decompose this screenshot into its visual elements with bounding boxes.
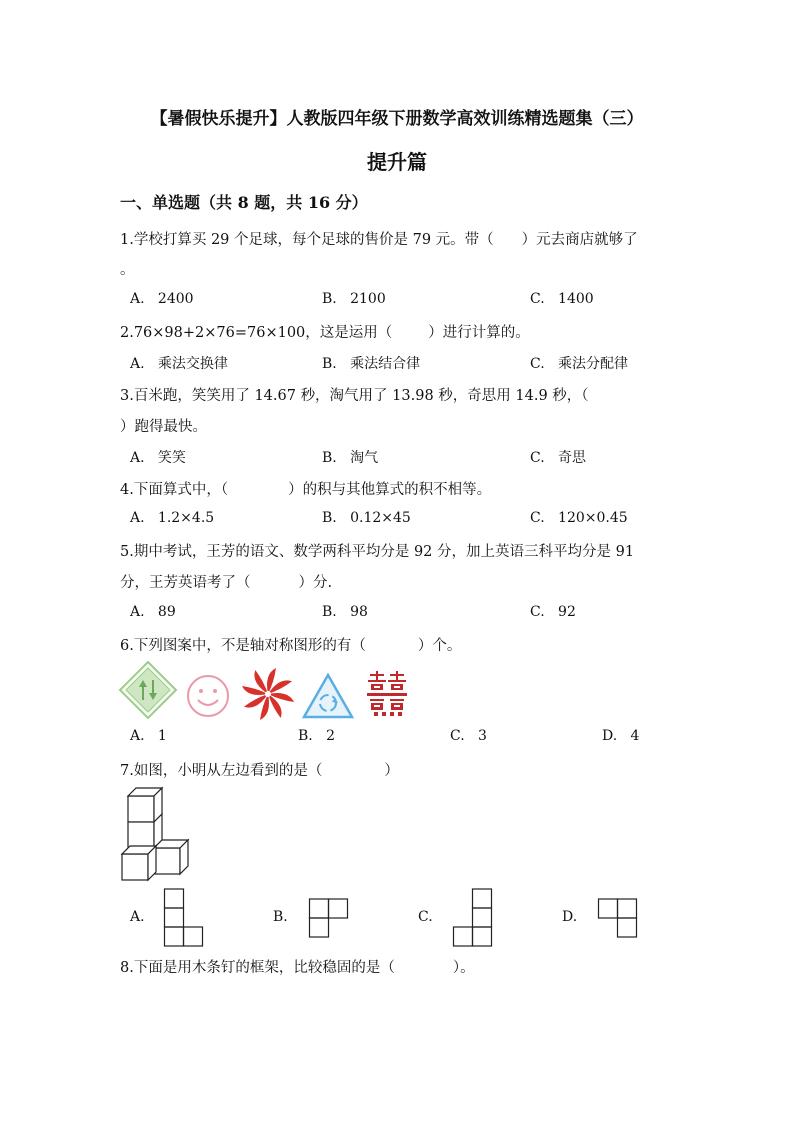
- question-5-option-c[interactable]: C. 92: [530, 604, 576, 620]
- question-5-option-a[interactable]: A. 89: [130, 604, 176, 620]
- question-7-option-c[interactable]: C.: [418, 909, 433, 925]
- question-3-stem-cont: ）跑得最快。: [120, 419, 207, 435]
- question-2-option-c[interactable]: C. 乘法分配律: [530, 356, 629, 372]
- question-3-option-b[interactable]: B. 淘气: [322, 450, 379, 466]
- smiley-icon: [186, 674, 230, 718]
- question-1-option-c[interactable]: C. 1400: [530, 291, 594, 307]
- pinwheel-icon: [240, 666, 296, 722]
- question-6-option-b[interactable]: B. 2: [298, 728, 336, 744]
- question-4-option-b[interactable]: B. 0.12×45: [322, 510, 411, 526]
- question-3-option-a[interactable]: A. 笑笑: [130, 450, 186, 466]
- question-7-stem: 7.如图，小明从左边看到的是（ ）: [120, 763, 399, 779]
- question-7-option-b[interactable]: B.: [273, 909, 288, 925]
- question-6-stem: 6.下列图案中，不是轴对称图形的有（ ）个。: [120, 638, 462, 654]
- double-happiness-icon: [366, 670, 408, 718]
- question-2-option-a[interactable]: A. 乘法交换律: [130, 356, 228, 372]
- question-1-stem-cont: 。: [120, 262, 135, 278]
- page-subtitle: 提升篇: [367, 150, 427, 174]
- recycle-triangle-icon: [302, 672, 354, 720]
- page-title: 【暑假快乐提升】人教版四年级下册数学高效训练精选题集（三）: [150, 109, 644, 129]
- question-7-option-b-figure[interactable]: [309, 898, 349, 940]
- question-1-stem: 1.学校打算买 29 个足球，每个足球的售价是 79 元。带（ ）元去商店就够了: [120, 232, 638, 248]
- question-6-option-c[interactable]: C. 3: [450, 728, 487, 744]
- question-4-stem: 4.下面算式中，（ ）的积与其他算式的积不相等。: [120, 482, 492, 498]
- question-5-option-b[interactable]: B. 98: [322, 604, 368, 620]
- section-heading: 一、单选题（共 8 题，共 16 分）: [120, 193, 368, 212]
- question-3-option-c[interactable]: C. 奇思: [530, 450, 587, 466]
- question-6-option-a[interactable]: A. 1: [130, 728, 167, 744]
- cube-stack-figure: [118, 786, 192, 884]
- question-7-option-c-figure[interactable]: [453, 888, 493, 948]
- question-8-stem: 8.下面是用木条钉的框架，比较稳固的是（ ）。: [120, 960, 475, 976]
- question-7-option-a[interactable]: A.: [130, 909, 145, 925]
- question-2-option-b[interactable]: B. 乘法结合律: [322, 356, 421, 372]
- question-1-option-b[interactable]: B. 2100: [322, 291, 386, 307]
- question-7-option-d-figure[interactable]: [598, 898, 638, 940]
- question-5-stem: 5.期中考试，王芳的语文、数学两科平均分是 92 分，加上英语三科平均分是 91: [120, 544, 635, 560]
- question-4-option-a[interactable]: A. 1.2×4.5: [130, 510, 215, 526]
- question-2-stem: 2.76×98+2×76=76×100，这是运用（ ）进行计算的。: [120, 325, 530, 341]
- question-7-option-a-figure[interactable]: [164, 888, 204, 948]
- question-6-option-d[interactable]: D. 4: [602, 728, 640, 744]
- question-3-stem: 3.百米跑，笑笑用了 14.67 秒，淘气用了 13.98 秒，奇思用 14.9 秒，（: [120, 388, 589, 404]
- question-7-option-d[interactable]: D.: [562, 909, 578, 925]
- diamond-arrows-icon: [118, 660, 178, 720]
- question-1-option-a[interactable]: A. 2400: [130, 291, 194, 307]
- question-5-stem-cont: 分，王芳英语考了（ ）分.: [120, 575, 333, 591]
- question-4-option-c[interactable]: C. 120×0.45: [530, 510, 628, 526]
